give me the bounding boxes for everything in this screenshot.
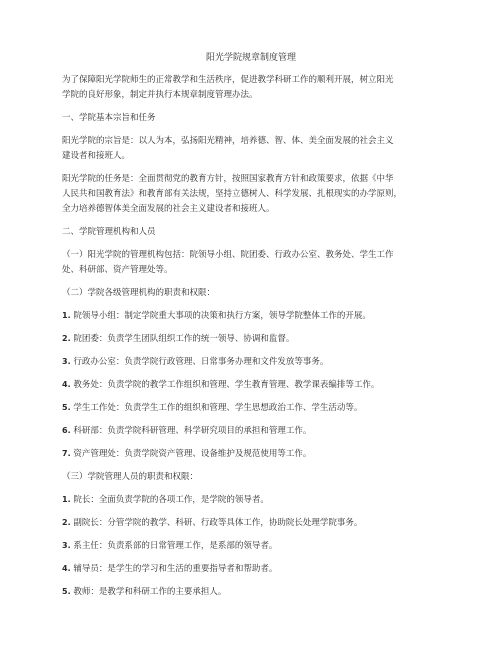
item-number: 3. (62, 541, 71, 550)
item-number: 2. (62, 334, 71, 343)
item-text: 院领导小组：制定学院重大事项的决策和执行方案，领导学院整体工作的开展。 (73, 311, 371, 321)
sub-3-item (62, 540, 442, 552)
sub-3-heading: （三）学院管理人员的职责和权限： (62, 472, 199, 482)
intro-line-1: 为了保障阳光学院师生的正常教学和生活秩序，促进教学科研工作的顺利开展，树立阳光 (62, 75, 394, 85)
item-text: 行政办公室：负责学院行政管理、日常事务办理和文件发放等事务。 (73, 357, 329, 367)
section-1-p2-line-3: 全力培养德智体美全面发展的社会主义建设者和接班人。 (62, 204, 275, 214)
item-number: 7. (62, 449, 71, 458)
sub-3-item (62, 517, 442, 529)
sub-3-item (62, 494, 442, 506)
sub-2-item (62, 310, 442, 322)
sub-2-item (62, 448, 442, 460)
section-1-p2-line-2: 人民共和国教育法》和教育部有关法规，坚持立德树人、科学发展、扎根现实的办学原则， (62, 189, 403, 199)
item-text: 科研部：负责学院科研管理、科学研究项目的承担和管理工作。 (73, 426, 312, 436)
item-text: 资产管理处：负责学院资产管理、设备维护及规范使用等工作。 (73, 449, 312, 459)
sub-2-item (62, 425, 442, 437)
item-number: 1. (62, 311, 71, 320)
intro-line-2: 学院的良好形象，制定并执行本规章制度管理办法。 (62, 90, 258, 100)
sub-2-item (62, 402, 442, 414)
sub-3-item (62, 586, 442, 598)
item-text: 副院长：分管学院的教学、科研、行政等具体工作，协助院长处理学院事务。 (73, 518, 363, 528)
item-number: 3. (62, 357, 71, 366)
item-number: 1. (62, 495, 71, 504)
item-number: 4. (62, 380, 71, 389)
section-1-p2-line-1: 阳光学院的任务是：全面贯彻党的教育方针，按照国家教育方针和政策要求，依据《中华 (62, 174, 394, 184)
item-text: 辅导员：是学生的学习和生活的重要指导者和帮助者。 (73, 564, 278, 574)
item-number: 6. (62, 426, 71, 435)
sub-2-item (62, 333, 442, 345)
item-number: 4. (62, 564, 71, 573)
sub-2-heading: （二）学院各级管理机构的职责和权限： (62, 288, 216, 298)
item-text: 教务处：负责学院的教学工作组织和管理、学生教育管理、教学课表编排等工作。 (73, 380, 380, 390)
item-number: 5. (62, 587, 71, 596)
section-2-heading: 二、学院管理机构和人员 (62, 227, 156, 237)
section-1-p1-line-2: 建设者和接班人。 (62, 151, 131, 161)
item-number: 5. (62, 403, 71, 412)
item-text: 院长：全面负责学院的各项工作，是学院的领导者。 (73, 495, 269, 505)
item-text: 院团委：负责学生团队组织工作的统一领导、协调和监督。 (73, 334, 295, 344)
sub-2-item (62, 379, 442, 391)
sub-1-line-2: 处、科研部、资产管理处等。 (62, 265, 173, 275)
item-text: 教师：是教学和科研工作的主要承担人。 (73, 587, 227, 597)
section-1-heading: 一、学院基本宗旨和任务 (62, 113, 156, 123)
sub-3-item (62, 563, 442, 575)
item-number: 2. (62, 518, 71, 527)
sub-2-item (62, 356, 442, 368)
document-title: 阳光学院规章制度管理 (205, 53, 296, 63)
section-1-p1-line-1: 阳光学院的宗旨是：以人为本，弘扬阳光精神，培养德、智、体、美全面发展的社会主义 (62, 136, 394, 146)
item-text: 系主任：负责系部的日常管理工作，是系部的领导者。 (73, 541, 278, 551)
item-text: 学生工作处：负责学生工作的组织和管理、学生思想政治工作、学生活动等。 (73, 403, 363, 413)
sub-1-line-1: （一）阳光学院的管理机构包括：院领导小组、院团委、行政办公室、教务处、学生工作 (62, 250, 394, 260)
